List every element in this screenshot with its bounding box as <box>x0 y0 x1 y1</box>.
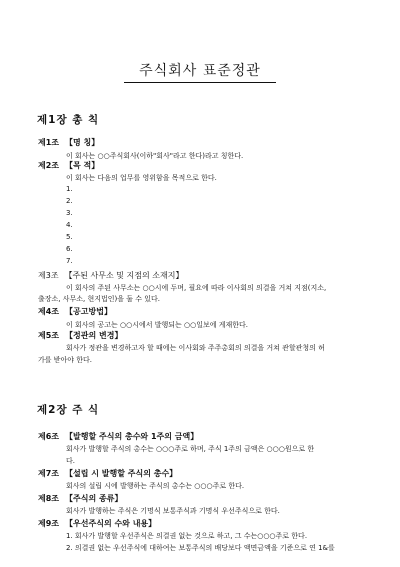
article-8-heading <box>38 493 128 504</box>
article-number: 제2조 <box>38 161 60 170</box>
article-5-heading <box>38 330 128 341</box>
article-2-text: 이 회사는 다음의 업무를 영위함을 목적으로 한다. <box>66 174 217 182</box>
purpose-item: 7. <box>66 257 73 265</box>
article-3-text-line-2: 출장소, 사무소, 현지법인)을 둘 수 있다. <box>38 295 160 303</box>
article-8-text: 회사가 발행하는 주식은 기명식 보통주식과 기명식 우선주식으로 한다. <box>66 507 280 515</box>
article-9-heading <box>38 518 162 529</box>
article-title: 【정관의 변경】 <box>65 331 123 340</box>
article-number: 제4조 <box>38 307 60 316</box>
chapter-2-heading: 제2장 주 식 <box>37 404 100 416</box>
article-7-heading <box>38 468 183 479</box>
article-5-text-line-1: 회사가 정관을 변경하고자 할 때에는 이사회와 주주총회의 의결을 거쳐 관할관청의 허 <box>66 344 325 352</box>
article-title: 【발행할 주식의 총수와 1주의 금액】 <box>65 432 199 441</box>
article-number: 제5조 <box>38 331 60 340</box>
article-title: 【우선주식의 수와 내용】 <box>65 519 157 528</box>
article-9-item-1: 1. 회사가 발행할 우선주식은 의결권 없는 것으로 하고, 그 수는○○○주로 한다. <box>66 532 308 540</box>
article-6-heading <box>38 431 204 442</box>
chapter-1-heading: 제1장 총 칙 <box>37 114 100 126</box>
article-6-text-line-2: 다. <box>66 457 75 465</box>
article-number: 제1조 <box>38 138 60 147</box>
article-title: 【주된 사무소 및 지점의 소재지】 <box>64 271 184 280</box>
article-number: 제6조 <box>38 432 60 441</box>
article-3-text-line-1: 이 회사의 주된 사무소는 ○○시에 두며, 필요에 따라 이사회의 의결을 거쳐 지점(지소, <box>66 284 327 292</box>
article-title: 【주식의 종류】 <box>65 494 123 503</box>
article-number: 제3조 <box>38 271 59 280</box>
article-number: 제8조 <box>38 494 60 503</box>
article-4-heading <box>38 306 118 317</box>
article-6-text-line-1: 회사가 발행할 주식의 총수는 ○○○주로 하며, 주식 1주의 금액은 ○○○원으로 한 <box>66 445 315 453</box>
article-title: 【목 적】 <box>65 161 100 170</box>
article-title: 【공고방법】 <box>65 307 112 316</box>
article-9-item-2: 2. 의결권 없는 우선주식에 대하여는 보통주식의 배당보다 액면금액을 기준으로 연 1&를 <box>66 544 335 552</box>
purpose-item: 4. <box>66 221 73 229</box>
article-4-text: 이 회사의 공고는 ○○시에서 발행되는 ○○일보에 게재한다. <box>66 321 249 329</box>
article-7-text: 회사의 설립 시에 발행하는 주식의 총수는 ○○○주로 한다. <box>66 482 245 490</box>
document-title: 주식회사 표준정관 <box>139 63 261 79</box>
purpose-item: 3. <box>66 209 73 217</box>
article-3-heading <box>38 270 183 281</box>
purpose-item: 5. <box>66 233 73 241</box>
article-title: 【명 칭】 <box>65 138 100 147</box>
article-2-heading <box>38 160 105 171</box>
purpose-item: 2. <box>66 197 73 205</box>
article-number: 제9조 <box>38 519 60 528</box>
article-title: 【설립 시 발행할 주식의 총수】 <box>65 469 178 478</box>
article-1-text: 이 회사는 ○○주식회사(이하"회사"라고 한다)라고 칭한다. <box>66 152 244 160</box>
article-number: 제7조 <box>38 469 60 478</box>
article-1-heading <box>38 137 105 148</box>
purpose-item: 1. <box>66 185 73 193</box>
article-5-text-line-2: 가를 받아야 한다. <box>38 356 93 364</box>
title-underline <box>124 82 276 83</box>
purpose-item: 6. <box>66 245 73 253</box>
